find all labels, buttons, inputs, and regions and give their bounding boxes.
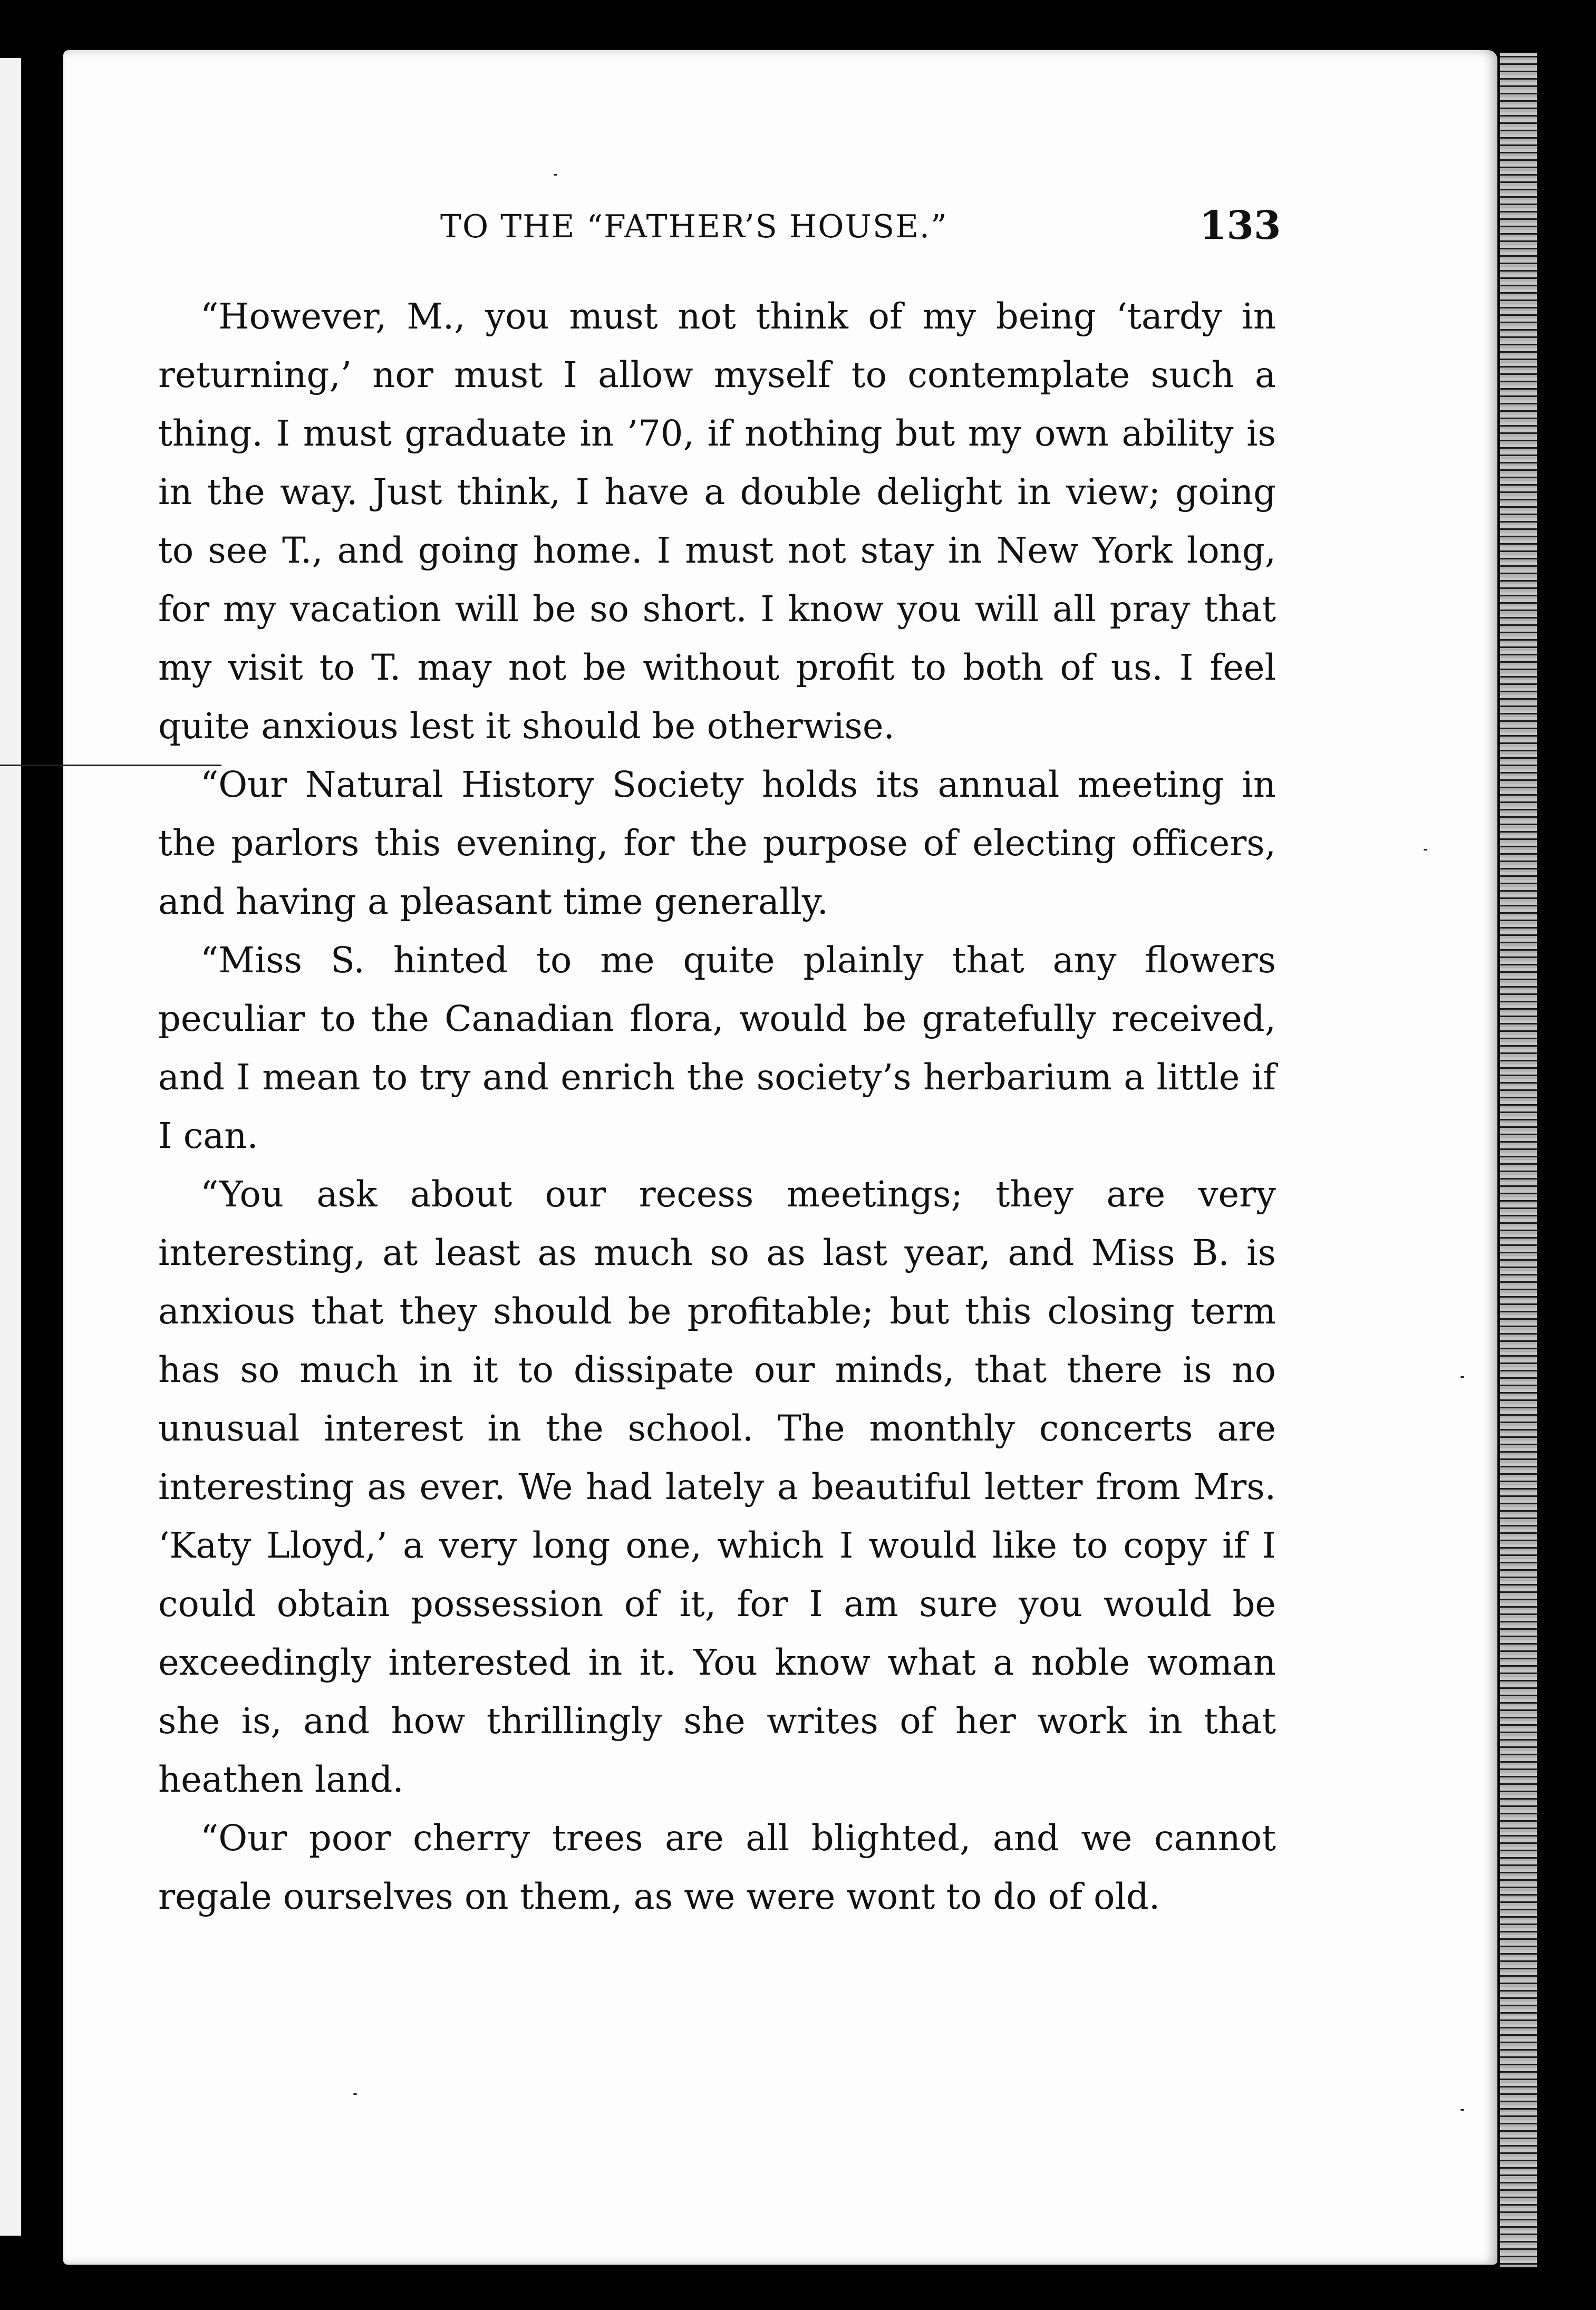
paragraph-5: “Our poor cherry trees are all blighted, and we cannot regale ourselves on them, as we were wont to do of old. xyxy=(158,1818,1276,1917)
paragraph-3: “Miss S. hinted to me quite plainly that any flowers peculiar to the Canadian flora, would be gratefully received, and I mean to try and enrich the society’s herbarium a little if I can. xyxy=(158,940,1276,1156)
page-header xyxy=(158,203,1281,261)
page-number: 133 xyxy=(1200,203,1281,248)
ink-speck xyxy=(554,174,557,176)
ink-speck xyxy=(1424,849,1427,850)
body-text xyxy=(158,287,1276,1926)
paragraph-1: “However, M., you must not think of my being ‘tardy in returning,’ nor must I allow myself to contemplate such a thing. I must graduate in ’70, if nothing but my own ability is in the way. Just think, I have a double delight in view; going to see T., and going home. I must not stay in New York long, for my vacation will be so short. I know you will all pray that my visit to T. may not be without profit to both of us. I feel quite anxious lest it should be otherwise. xyxy=(158,296,1276,747)
running-title: TO THE “FATHER’S HOUSE.” xyxy=(440,208,948,245)
ink-speck xyxy=(353,2093,357,2095)
right-page-edge xyxy=(1500,53,1537,2267)
paragraph-2: “Our Natural History Society holds its annual meeting in the parlors this evening, for the purpose of electing officers, and having a pleasant time generally. xyxy=(158,764,1276,922)
paragraph-4: “You ask about our recess meetings; they are very interesting, at least as much so as last year, and Miss B. is anxious that they should be profitable; but this closing term has so much in it to dissipate our minds, that there is no unusual interest in the school. The monthly concerts are interesting as ever. We had lately a beautiful letter from Mrs. ‘Katy Lloyd,’ a very long one, which I would like to copy if I could obtain possession of it, for I am sure you would be exceedingly interested in it. You know what a noble woman she is, and how thrillingly she writes of her work in that heathen land. xyxy=(158,1174,1276,1800)
ink-speck xyxy=(1460,1376,1464,1378)
left-page-edge xyxy=(0,58,21,2236)
ink-speck xyxy=(1460,2109,1464,2111)
